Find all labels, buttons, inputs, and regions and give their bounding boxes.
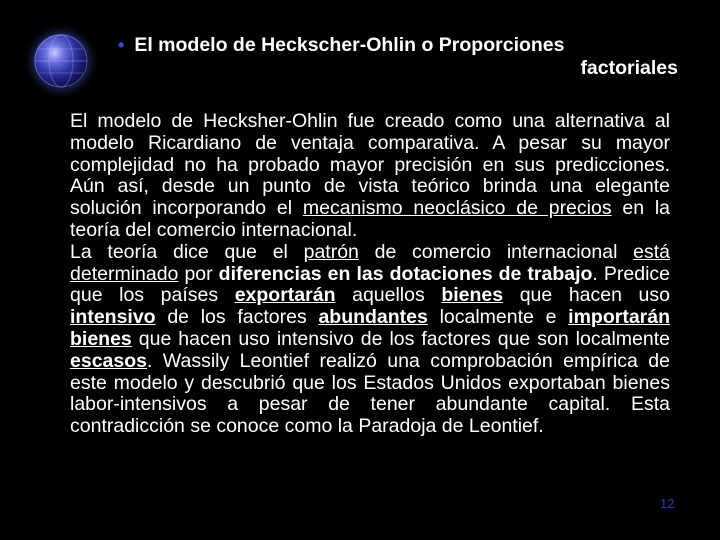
paragraph-2: La teoría dice que el patrón de comercio internacional está determinado por diferencias en las dotaciones de trabajo. Predice que los países exportarán aquellos bienes que hacen uso intensivo de los factores abundantes localmente e importarán bienes que hacen uso intensivo de los factores que son localmente escasos. Wassily Leontief realizó una comprobación empírica de este modelo y descubrió que los Estados Unidos exportaban bienes labor-intensivos a pesar de tener abundante capital. Esta contradicción se conoce como la Paradoja de Leontief.	[70, 240, 671, 438]
globe-logo-icon	[34, 34, 88, 88]
emphasis-text: mecanismo neoclásico de precios	[302, 197, 612, 220]
paragraph-1: El modelo de Hecksher-Ohlin fue creado como una alternativa al modelo Ricardiano de ventaja comparativa. A pesar su mayor complejidad no ha probado mayor precisión en sus predicciones. Aún así, desde un punto de vista teórico brinda una elegante solución incorporando el mecanismo neoclásico de precios en la teoría del comercio internacional.	[70, 110, 671, 241]
emphasis-text: intensivo	[70, 306, 156, 329]
slide-number: 12	[660, 496, 675, 511]
title-line-1: El modelo de Heckscher-Ohlin o Proporciones	[134, 34, 565, 56]
emphasis-text: bienes	[70, 327, 132, 350]
emphasis-text: diferencias en las dotaciones de trabajo	[218, 262, 593, 285]
emphasis-text: patrón	[303, 240, 359, 263]
title-line-2: factoriales	[580, 57, 678, 79]
emphasis-text: escasos	[70, 349, 147, 372]
title-bullet: •	[118, 35, 125, 55]
emphasis-text: exportarán	[234, 284, 336, 307]
slide-body	[70, 111, 670, 438]
emphasis-text: está determinado	[70, 240, 670, 285]
slide-title	[118, 34, 678, 80]
emphasis-text: bienes	[441, 284, 504, 307]
emphasis-text: importarán	[568, 306, 671, 329]
emphasis-text: abundantes	[318, 306, 428, 329]
globe-grid-icon	[34, 34, 88, 88]
